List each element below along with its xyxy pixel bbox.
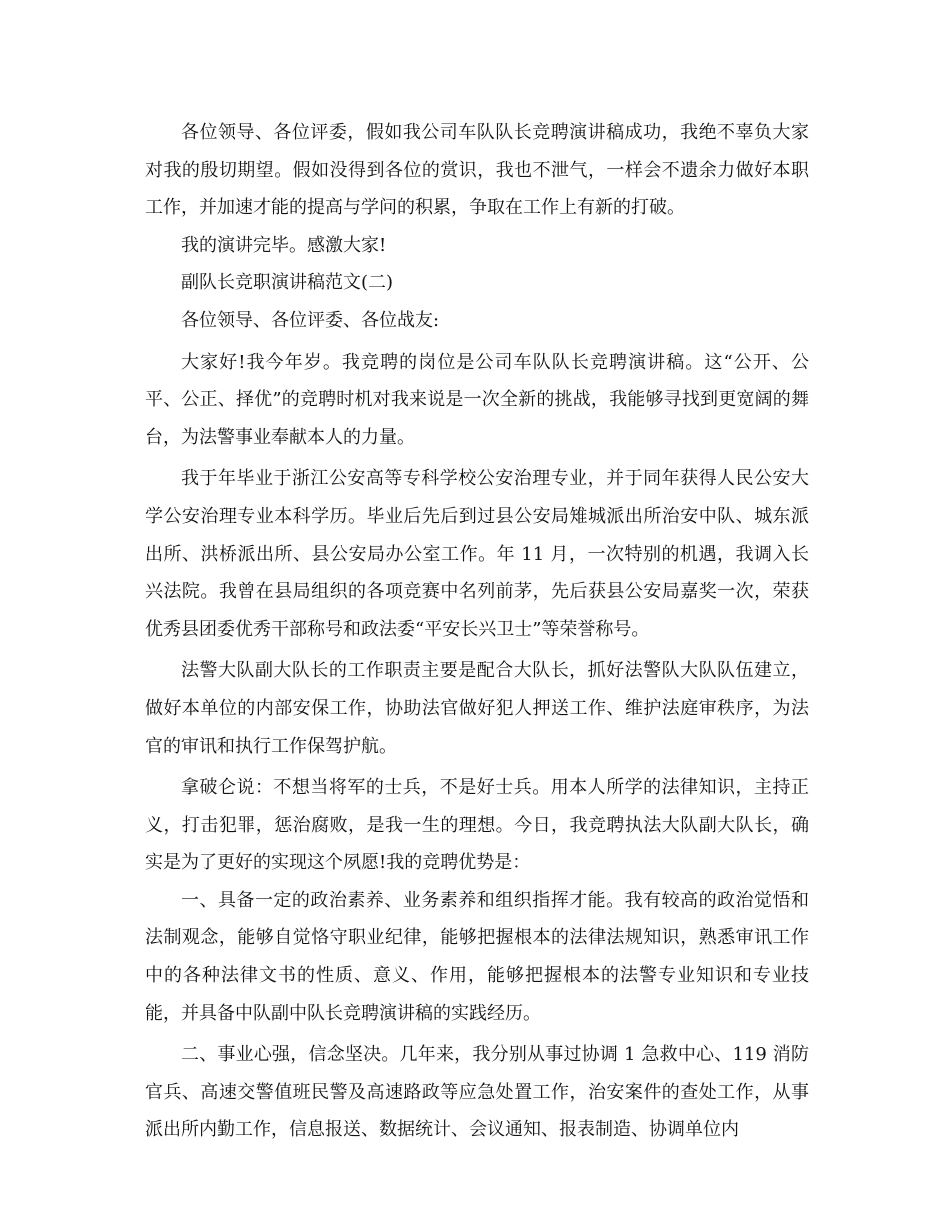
paragraph-duties: 法警大队副大队长的工作职责主要是配合大队长，抓好法警队大队队伍建立，做好本单位的内部安保工作，协助法官做好犯人押送工作、维护法庭审秩序，为法官的审讯和执行工作保驾护航。 [145,660,809,757]
paragraph-introduction: 大家好!我今年岁。我竞聘的岗位是公司车队队长竞聘演讲稿。这“公开、公平、公正、择优”的竞聘时机对我来说是一次全新的挑战，我能够寻找到更宽阔的舞台，为法警事业奉献本人的力量。 [145,351,809,448]
paragraph-salutation: 各位领导、各位评委、各位战友: [181,309,440,331]
paragraph-closing-remarks: 各位领导、各位评委，假如我公司车队队长竞聘演讲稿成功，我绝不辜负大家对我的殷切期望。假如没得到各位的赏识，我也不泄气，一样会不遗余力做好本职工作，并加速才能的提高与学问的积累，争取在工作上有新的打破。 [145,122,809,219]
section-heading: 副队长竞职演讲稿范文(二) [181,272,394,294]
document-body [145,114,809,1149]
paragraph-advantage-one: 一、具备一定的政治素养、业务素养和组织指挥才能。我有较高的政治觉悟和法制观念，能够自觉恪守职业纪律，能够把握根本的法律法规知识，熟悉审讯工作中的各种法律文书的性质、意义、作用，能够把握根本的法警专业知识和专业技能，并具备中队副中队长竞聘演讲稿的实践经历。 [145,889,809,1024]
paragraph-motivation: 拿破仑说：不想当将军的士兵，不是好士兵。用本人所学的法律知识，主持正义，打击犯罪，惩治腐败，是我一生的理想。今日，我竞聘执法大队副大队长，确实是为了更好的实现这个夙愿!我的竞聘优势是： [145,777,809,874]
paragraph-thanks: 我的演讲完毕。感激大家! [181,234,387,256]
paragraph-background: 我于年毕业于浙江公安高等专科学校公安治理专业，并于同年获得人民公安大学公安治理专业本科学历。毕业后先后到过县公安局雉城派出所治安中队、城东派出所、洪桥派出所、县公安局办公室工作。年 11 月，一次特别的机遇，我调入长兴法院。我曾在县局组织的各项竞赛中名列前茅，先后获县公安局嘉奖一次，荣获优秀县团委优秀干部称号和政法委“平安长兴卫士”等荣誉称号。 [145,468,809,640]
paragraph-advantage-two: 二、事业心强，信念坚决。几年来，我分别从事过协调 1 急救中心、119 消防官兵、高速交警值班民警及高速路政等应急处置工作，治安案件的查处工作，从事派出所内勤工作，信息报送、数据统计、会议通知、报表制造、协调单位内 [145,1044,809,1141]
